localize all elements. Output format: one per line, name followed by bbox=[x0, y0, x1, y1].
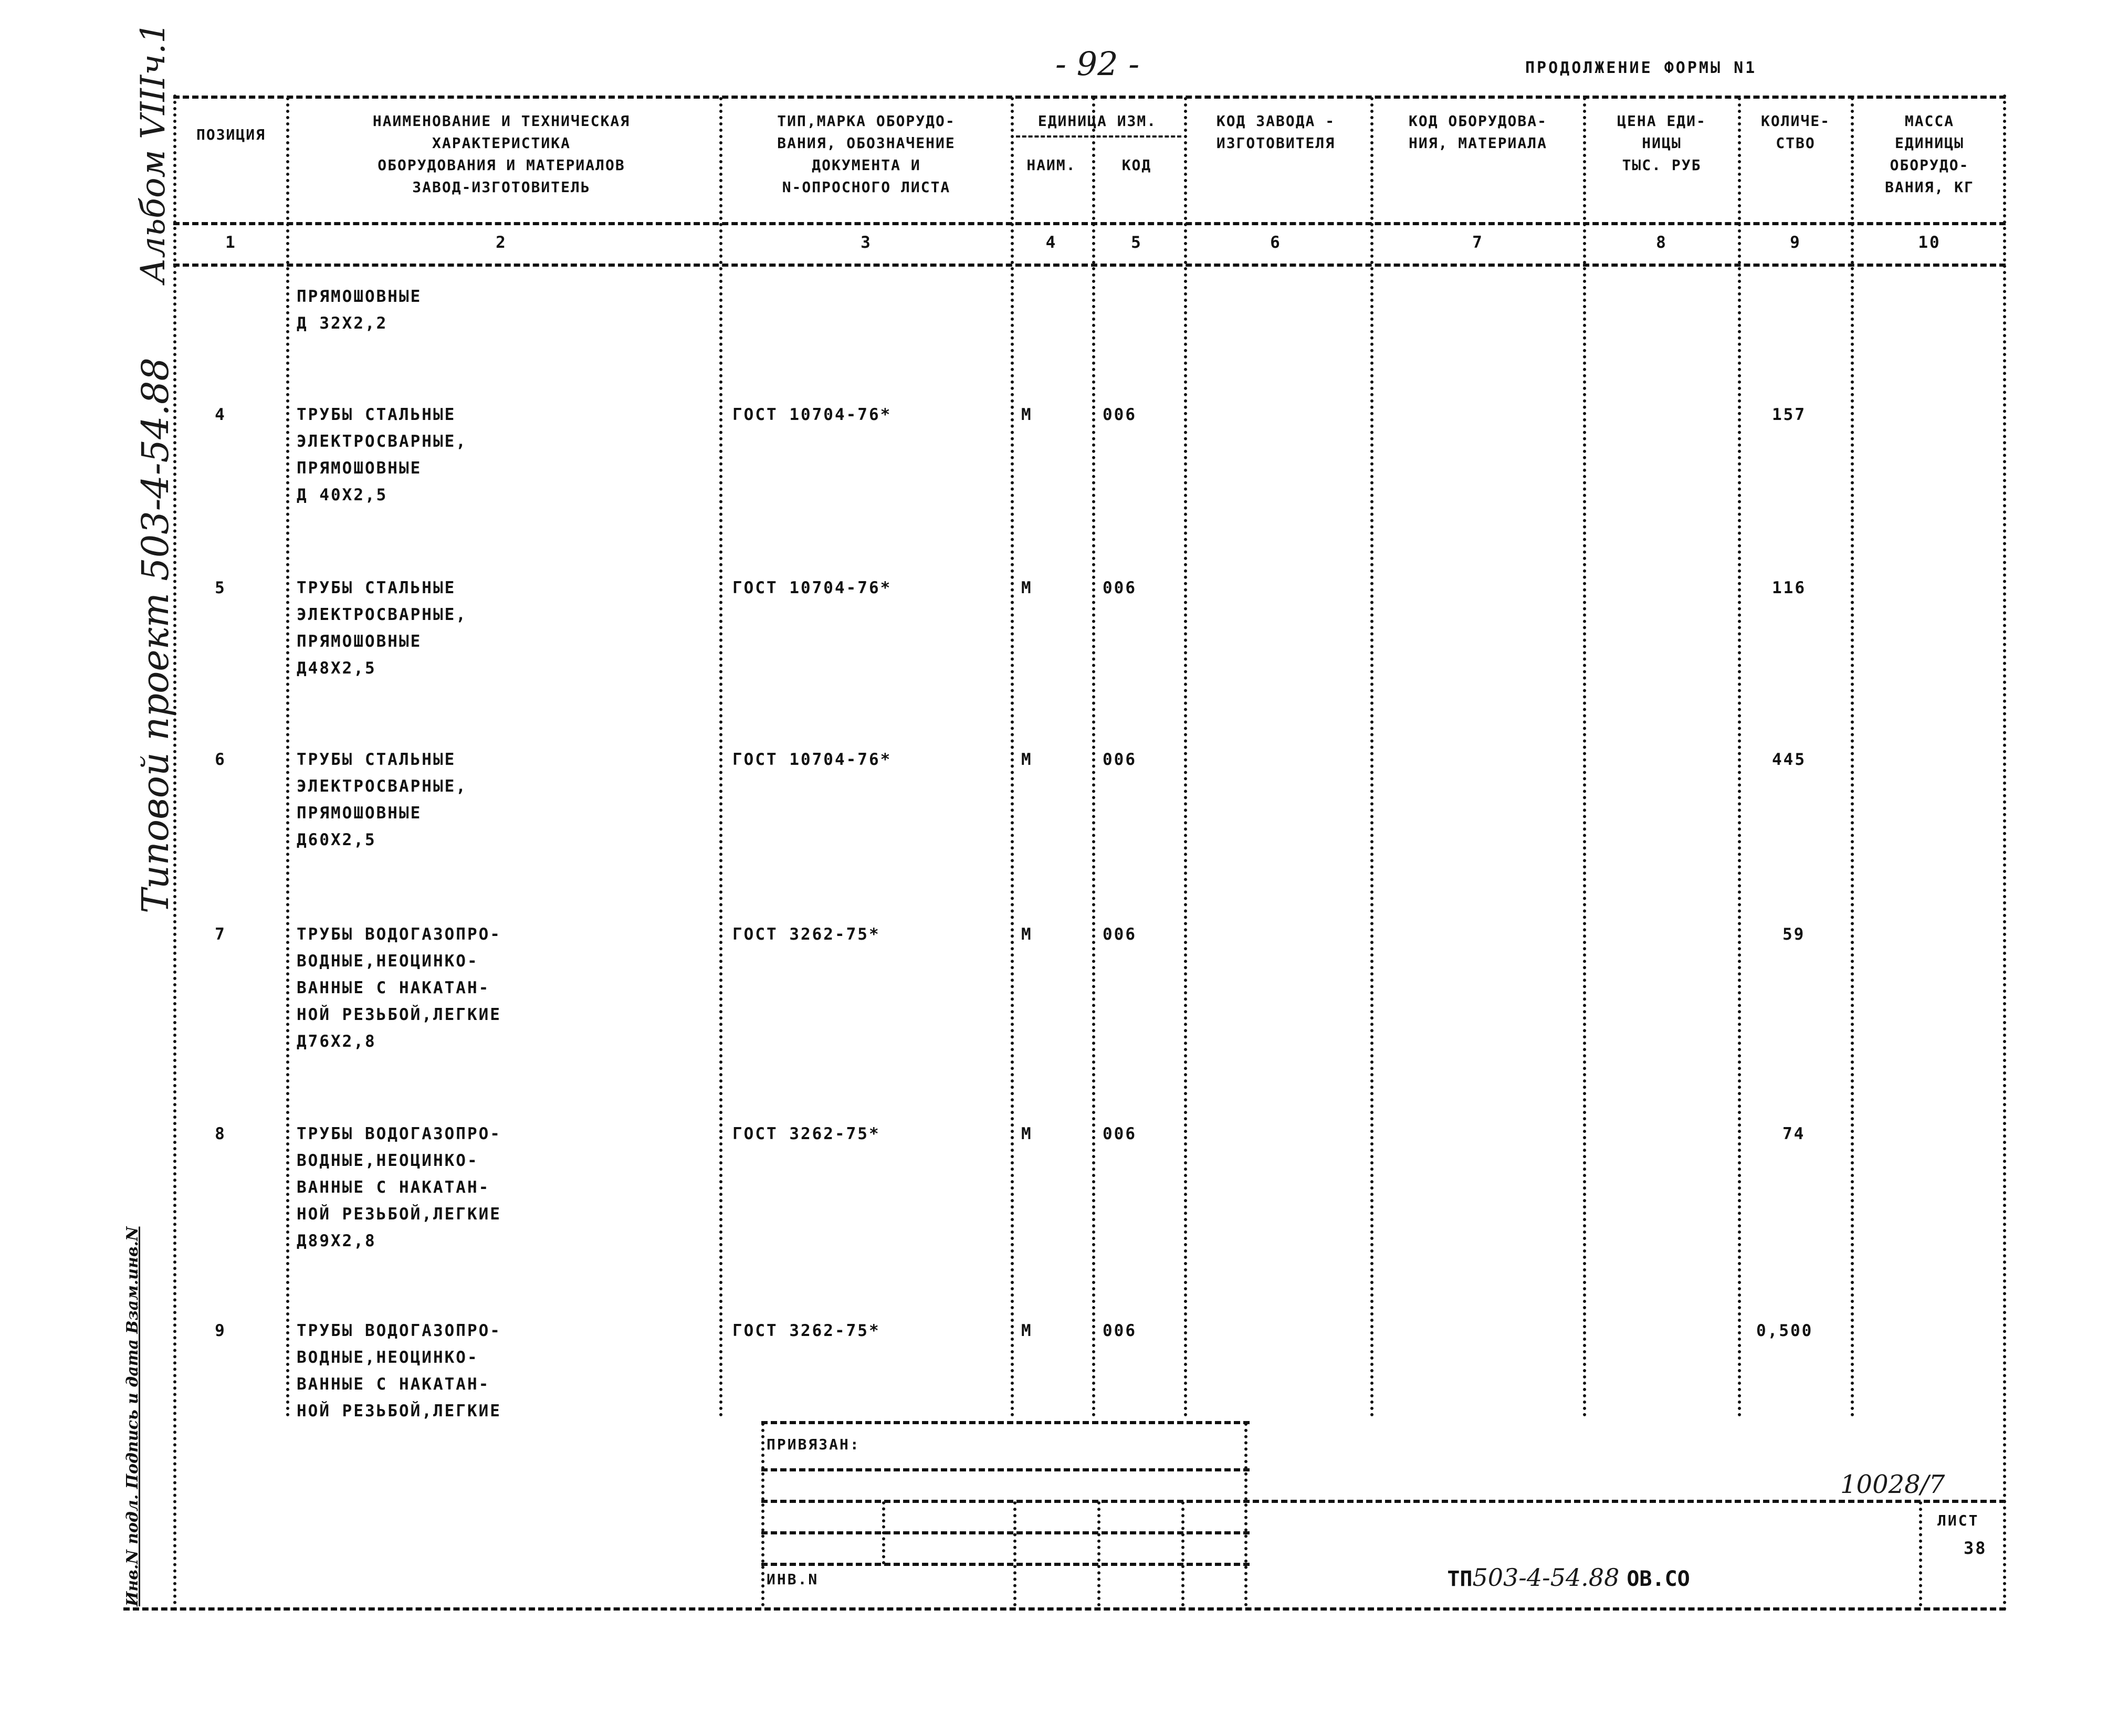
stamp-col-3 bbox=[1013, 1501, 1016, 1606]
row-unit: М bbox=[1021, 578, 1033, 597]
column-separator bbox=[1184, 97, 1187, 1417]
colnum-1: 1 bbox=[225, 233, 237, 252]
stamp-line-4 bbox=[761, 1531, 1250, 1534]
continuation-label: ПРОДОЛЖЕНИЕ ФОРМЫ N1 bbox=[1525, 59, 1757, 77]
header-separator bbox=[173, 222, 2006, 225]
stamp-handwritten-number: 10028/7 bbox=[1840, 1470, 1945, 1499]
row-name: ТРУБЫ ВОДОГАЗОПРО- ВОДНЫЕ,НЕОЦИНКО- ВАННЫЕ С НАКАТАН- НОЙ РЕЗЬБОЙ,ЛЕГКИЕ Д89Х2,8 bbox=[297, 1124, 501, 1250]
stamp-col-6 bbox=[1244, 1423, 1247, 1606]
sheet-box-left bbox=[1919, 1501, 1922, 1606]
row-name: ТРУБЫ СТАЛЬНЫЕ ЭЛЕКТРОСВАРНЫЕ, ПРЯМОШОВНЫЕ Д60Х2,5 bbox=[297, 750, 467, 849]
stamp-top-line bbox=[761, 1421, 1250, 1424]
colnum-9: 9 bbox=[1790, 233, 1801, 252]
row-quantity: 157 bbox=[1772, 405, 1806, 424]
header-position: ПОЗИЦИЯ bbox=[196, 126, 266, 143]
row-quantity: 116 bbox=[1772, 578, 1806, 597]
row-name: ТРУБЫ ВОДОГАЗОПРО- ВОДНЫЕ,НЕОЦИНКО- ВАННЫЕ С НАКАТАН- НОЙ РЕЗЬБОЙ,ЛЕГКИЕ bbox=[297, 1321, 501, 1421]
doc-code-prefix: ТП bbox=[1447, 1567, 1473, 1591]
row-position: 8 bbox=[215, 1124, 226, 1143]
header-doc: ТИП,МАРКА ОБОРУДО- ВАНИЯ, ОБОЗНАЧЕНИЕ ДОКУМЕНТА И N-ОПРОСНОГО ЛИСТА bbox=[777, 112, 956, 196]
header-name: НАИМЕНОВАНИЕ И ТЕХНИЧЕСКАЯ ХАРАКТЕРИСТИКА ОБОРУДОВАНИЯ И МАТЕРИАЛОВ ЗАВОД-ИЗГОТОВИТЕЛЬ bbox=[372, 112, 631, 196]
stamp-col-1 bbox=[761, 1423, 764, 1606]
colnum-2: 2 bbox=[496, 233, 507, 252]
row-position: 5 bbox=[215, 578, 226, 597]
side-album-title: Альбом VIIIч.1 bbox=[134, 22, 173, 283]
row-name: ТРУБЫ СТАЛЬНЫЕ ЭЛЕКТРОСВАРНЫЕ, ПРЯМОШОВНЫЕ Д 40Х2,5 bbox=[297, 405, 467, 504]
colnum-7: 7 bbox=[1472, 233, 1484, 252]
row-unit: М bbox=[1021, 750, 1033, 769]
row-position: 9 bbox=[215, 1321, 226, 1340]
header-unit-code: КОД bbox=[1121, 156, 1152, 174]
row-unit-code: 006 bbox=[1103, 1321, 1137, 1340]
row-position: 6 bbox=[215, 750, 226, 769]
column-number-separator bbox=[173, 264, 2006, 267]
top-border bbox=[173, 96, 2006, 99]
sheet-label: ЛИСТ bbox=[1937, 1512, 1979, 1529]
row-doc: ГОСТ 3262-75* bbox=[732, 1321, 880, 1340]
row-name: ТРУБЫ ВОДОГАЗОПРО- ВОДНЫЕ,НЕОЦИНКО- ВАННЫЕ С НАКАТАН- НОЙ РЕЗЬБОЙ,ЛЕГКИЕ Д76Х2,8 bbox=[297, 925, 501, 1051]
row-quantity: 59 bbox=[1782, 925, 1806, 944]
side-stamp-labels: Инв.N подл. Подпись и дата Взам.инв.N bbox=[123, 1226, 142, 1606]
row-unit: М bbox=[1021, 405, 1033, 424]
row-unit-code: 006 bbox=[1103, 925, 1137, 944]
column-separator bbox=[719, 97, 722, 1417]
stamp-col-2 bbox=[882, 1501, 885, 1564]
colnum-3: 3 bbox=[861, 233, 872, 252]
header-quantity: КОЛИЧЕ- СТВО bbox=[1760, 112, 1830, 152]
row-name: ПРЯМОШОВНЫЕ Д 32Х2,2 bbox=[297, 287, 422, 333]
stamp-col-4 bbox=[1097, 1501, 1100, 1606]
header-mass: МАССА ЕДИНИЦЫ ОБОРУДО- ВАНИЯ, КГ bbox=[1885, 112, 1974, 196]
column-separator bbox=[1738, 97, 1741, 1417]
header-unit-name: НАИМ. bbox=[1026, 156, 1076, 174]
colnum-5: 5 bbox=[1131, 233, 1142, 252]
header-unit-price: ЦЕНА ЕДИ- НИЦЫ ТЫС. РУБ bbox=[1617, 112, 1706, 174]
header-unit: ЕДИНИЦА ИЗМ. bbox=[1037, 112, 1157, 130]
row-doc: ГОСТ 10704-76* bbox=[732, 405, 892, 424]
colnum-6: 6 bbox=[1270, 233, 1282, 252]
row-unit: М bbox=[1021, 1321, 1033, 1340]
row-unit: М bbox=[1021, 925, 1033, 944]
stamp-line-2 bbox=[761, 1468, 1250, 1471]
stamp-document-code bbox=[1397, 1539, 1690, 1616]
row-doc: ГОСТ 10704-76* bbox=[732, 578, 892, 597]
column-separator bbox=[1370, 97, 1373, 1417]
column-separator bbox=[286, 97, 289, 1417]
sheet-number: 38 bbox=[1964, 1538, 1987, 1558]
outer-right-border bbox=[2003, 94, 2006, 1612]
row-doc: ГОСТ 3262-75* bbox=[732, 1124, 880, 1143]
row-unit-code: 006 bbox=[1103, 578, 1137, 597]
header-factory-code: КОД ЗАВОДА - ИЗГОТОВИТЕЛЯ bbox=[1216, 112, 1336, 152]
stamp-col-5 bbox=[1181, 1501, 1184, 1606]
row-unit-code: 006 bbox=[1103, 405, 1137, 424]
page-number: - 92 - bbox=[1055, 45, 1140, 83]
row-quantity: 0,500 bbox=[1756, 1321, 1813, 1340]
column-separator bbox=[1583, 97, 1586, 1417]
colnum-10: 10 bbox=[1918, 233, 1941, 252]
column-separator bbox=[1011, 97, 1014, 1417]
stamp-inv: ИНВ.N bbox=[767, 1571, 819, 1588]
colnum-4: 4 bbox=[1045, 233, 1057, 252]
row-position: 4 bbox=[215, 405, 226, 424]
row-doc: ГОСТ 3262-75* bbox=[732, 925, 880, 944]
doc-code-suffix: ОВ.СО bbox=[1627, 1567, 1690, 1591]
header-equipment-code: КОД ОБОРУДОВА- НИЯ, МАТЕРИАЛА bbox=[1408, 112, 1547, 152]
column-separator bbox=[1851, 97, 1854, 1417]
stamp-line-3 bbox=[761, 1500, 2006, 1503]
row-unit-code: 006 bbox=[1103, 1124, 1137, 1143]
row-name: ТРУБЫ СТАЛЬНЫЕ ЭЛЕКТРОСВАРНЫЕ, ПРЯМОШОВНЫЕ Д48Х2,5 bbox=[297, 578, 467, 678]
row-quantity: 445 bbox=[1772, 750, 1806, 769]
side-project-title: Типовой проект 503-4-54.88 bbox=[134, 357, 177, 913]
row-position: 7 bbox=[215, 925, 226, 944]
stamp-privyazan: ПРИВЯЗАН: bbox=[767, 1436, 861, 1453]
row-unit: М bbox=[1021, 1124, 1033, 1143]
bottom-border bbox=[123, 1607, 2006, 1611]
row-unit-code: 006 bbox=[1103, 750, 1137, 769]
doc-code-hand: 503-4-54.88 bbox=[1472, 1563, 1620, 1592]
header-unit-divider bbox=[1016, 135, 1181, 138]
row-doc: ГОСТ 10704-76* bbox=[732, 750, 892, 769]
colnum-8: 8 bbox=[1656, 233, 1667, 252]
stamp-line-5 bbox=[761, 1563, 1250, 1566]
outer-left-border bbox=[173, 94, 176, 1612]
row-quantity: 74 bbox=[1782, 1124, 1806, 1143]
column-separator bbox=[1092, 97, 1095, 1417]
